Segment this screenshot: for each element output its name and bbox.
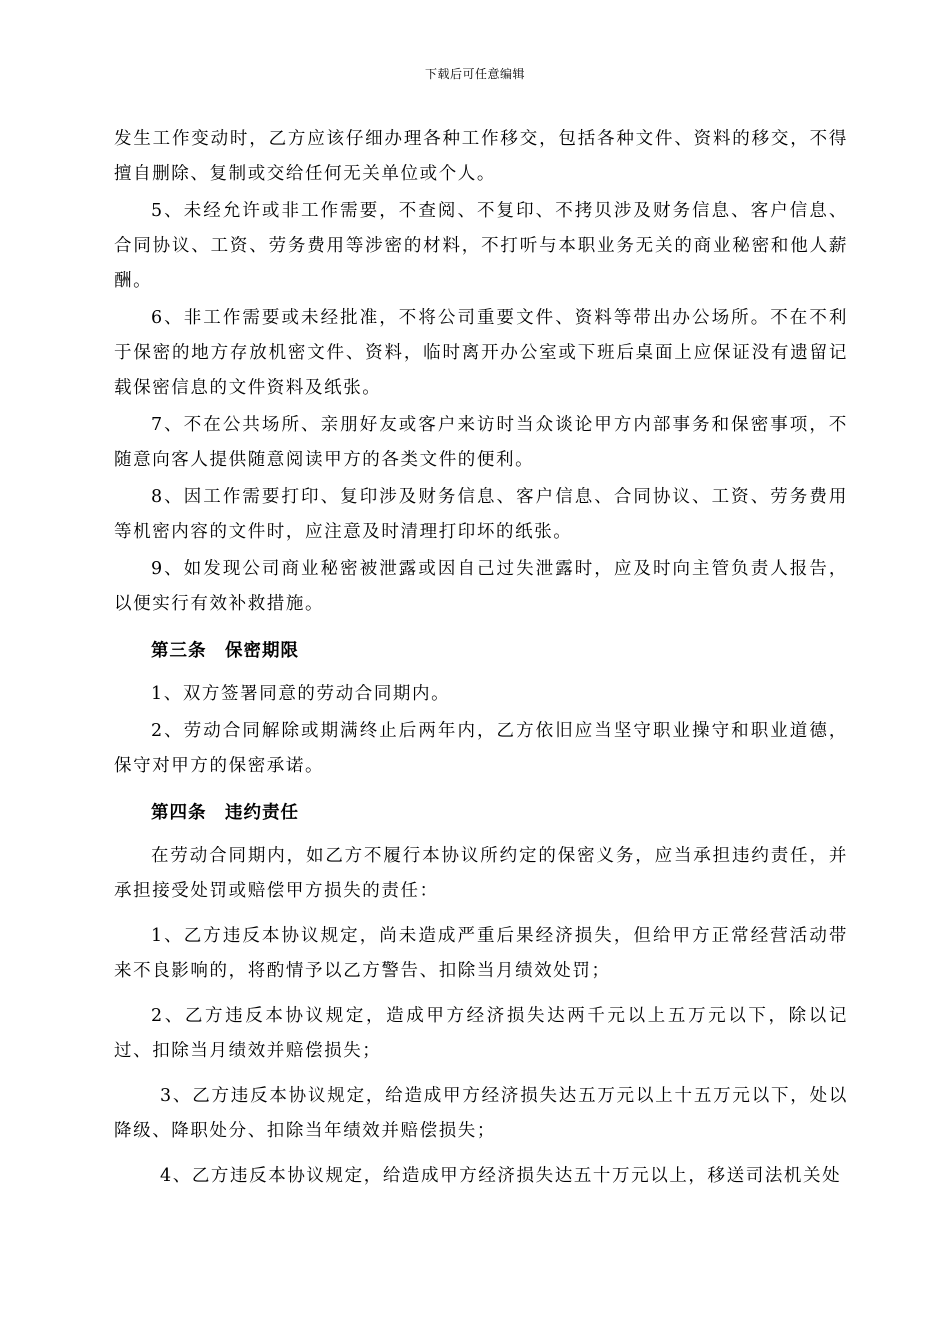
- article-3-item-1: 1、双方签署同意的劳动合同期内。: [151, 684, 451, 704]
- article-4-item-4: 4、乙方违反本协议规定，给造成甲方经济损失达五十万元以上，移送司法机关处: [160, 1166, 842, 1186]
- section-heading-article-3: 第三条 保密期限: [151, 641, 299, 661]
- clause-item-6: 6、非工作需要或未经批准，不将公司重要文件、资料等带出办公场所。不在不利于保密的地方存放机密文件、资料，临时离开办公室或下班后桌面上应保证没有遗留记载保密信息的文件资料及纸张。: [114, 308, 848, 398]
- paragraph-continued: 发生工作变动时，乙方应该仔细办理各种工作移交，包括各种文件、资料的移交，不得擅自删除、复制或交给任何无关单位或个人。: [114, 129, 848, 184]
- article-4-item-1: 1、乙方违反本协议规定，尚未造成严重后果经济损失，但给甲方正常经营活动带来不良影响的，将酌情予以乙方警告、扣除当月绩效处罚；: [114, 926, 848, 981]
- section-heading-article-4: 第四条 违约责任: [151, 803, 299, 823]
- article-4-item-3: 3、乙方违反本协议规定，给造成甲方经济损失达五万元以上十五万元以下，处以降级、降职处分、扣除当年绩效并赔偿损失；: [114, 1086, 848, 1141]
- clause-item-9: 9、如发现公司商业秘密被泄露或因自己过失泄露时，应及时向主管负责人报告，以便实行有效补救措施。: [114, 559, 848, 614]
- page-header: 下载后可任意编辑: [424, 67, 525, 81]
- article-4-intro: 在劳动合同期内，如乙方不履行本协议所约定的保密义务，应当承担违约责任，并承担接受处罚或赔偿甲方损失的责任：: [114, 846, 848, 901]
- article-4-item-2: 2、乙方违反本协议规定，造成甲方经济损失达两千元以上五万元以下，除以记过、扣除当月绩效并赔偿损失；: [114, 1006, 848, 1061]
- clause-item-7: 7、不在公共场所、亲朋好友或客户来访时当众谈论甲方内部事务和保密事项，不随意向客人提供随意阅读甲方的各类文件的便利。: [114, 415, 848, 470]
- document-body: [114, 122, 848, 1196]
- clause-item-5: 5、未经允许或非工作需要，不查阅、不复印、不拷贝涉及财务信息、客户信息、合同协议、工资、劳务费用等涉密的材料，不打听与本职业务无关的商业秘密和他人薪酬。: [114, 201, 848, 291]
- clause-item-8: 8、因工作需要打印、复印涉及财务信息、客户信息、合同协议、工资、劳务费用等机密内容的文件时，应注意及时清理打印坏的纸张。: [114, 487, 848, 542]
- article-3-item-2: 2、劳动合同解除或期满终止后两年内，乙方依旧应当坚守职业操守和职业道德，保守对甲方的保密承诺。: [114, 721, 848, 776]
